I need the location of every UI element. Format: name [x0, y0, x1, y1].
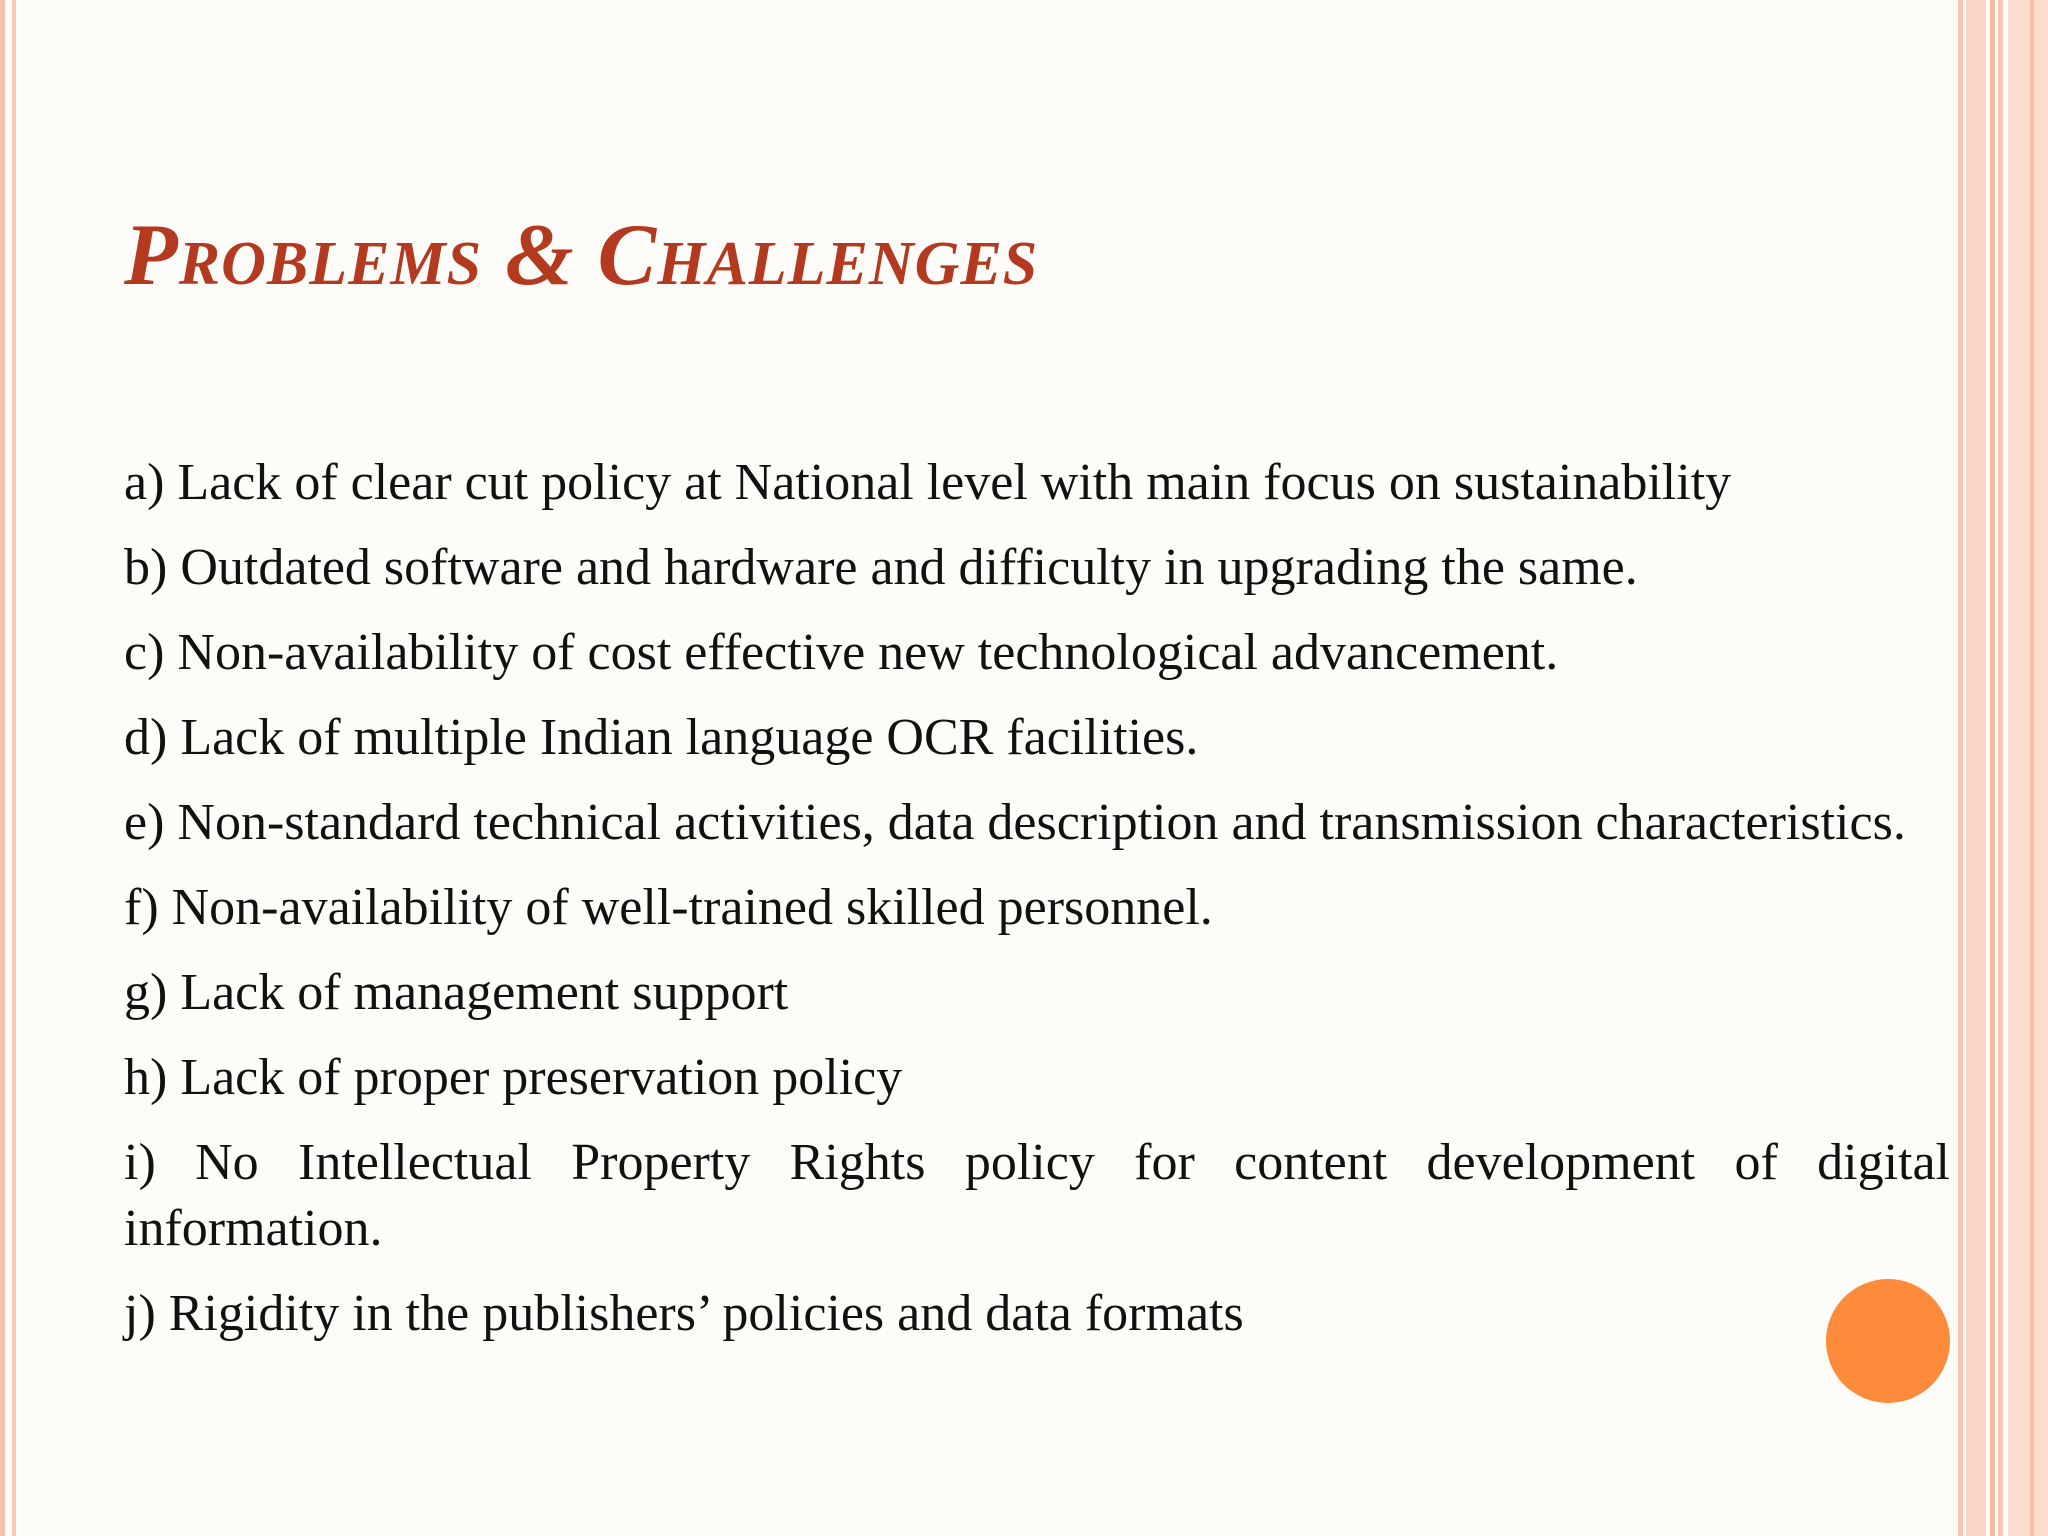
challenge-list: [124, 450, 1950, 1366]
list-item: h) Lack of proper preservation policy: [124, 1049, 903, 1106]
left-border-stripe: [12, 0, 16, 1536]
list-item: d) Lack of multiple Indian language OCR facilities.: [124, 709, 1199, 766]
right-border-stripe: [2008, 0, 2048, 1536]
slide-title: Problems & Challenges: [124, 207, 1039, 304]
list-item: f) Non-availability of well-trained skilled personnel.: [124, 879, 1213, 936]
right-border-stripe: [1958, 0, 1963, 1536]
list-item: e) Non-standard technical activities, data description and transmission characteristics.: [124, 794, 1906, 851]
list-item: i) No Intellectual Property Rights policy for content development of digital information.: [124, 1134, 1950, 1257]
list-item: g) Lack of management support: [124, 964, 789, 1021]
decorative-circle-icon: [1826, 1279, 1950, 1403]
left-border-stripe: [0, 0, 5, 1536]
right-border-stripe: [1998, 0, 2003, 1536]
right-border-stripe: [1966, 0, 1986, 1536]
list-item: a) Lack of clear cut policy at National level with main focus on sustainability: [124, 454, 1732, 511]
list-item: c) Non-availability of cost effective new technological advancement.: [124, 624, 1559, 681]
list-item: b) Outdated software and hardware and difficulty in upgrading the same.: [124, 539, 1638, 596]
right-border-stripe: [1990, 0, 1995, 1536]
list-item: j) Rigidity in the publishers’ policies and data formats: [124, 1285, 1244, 1342]
right-border-stripe: [2030, 0, 2034, 1536]
